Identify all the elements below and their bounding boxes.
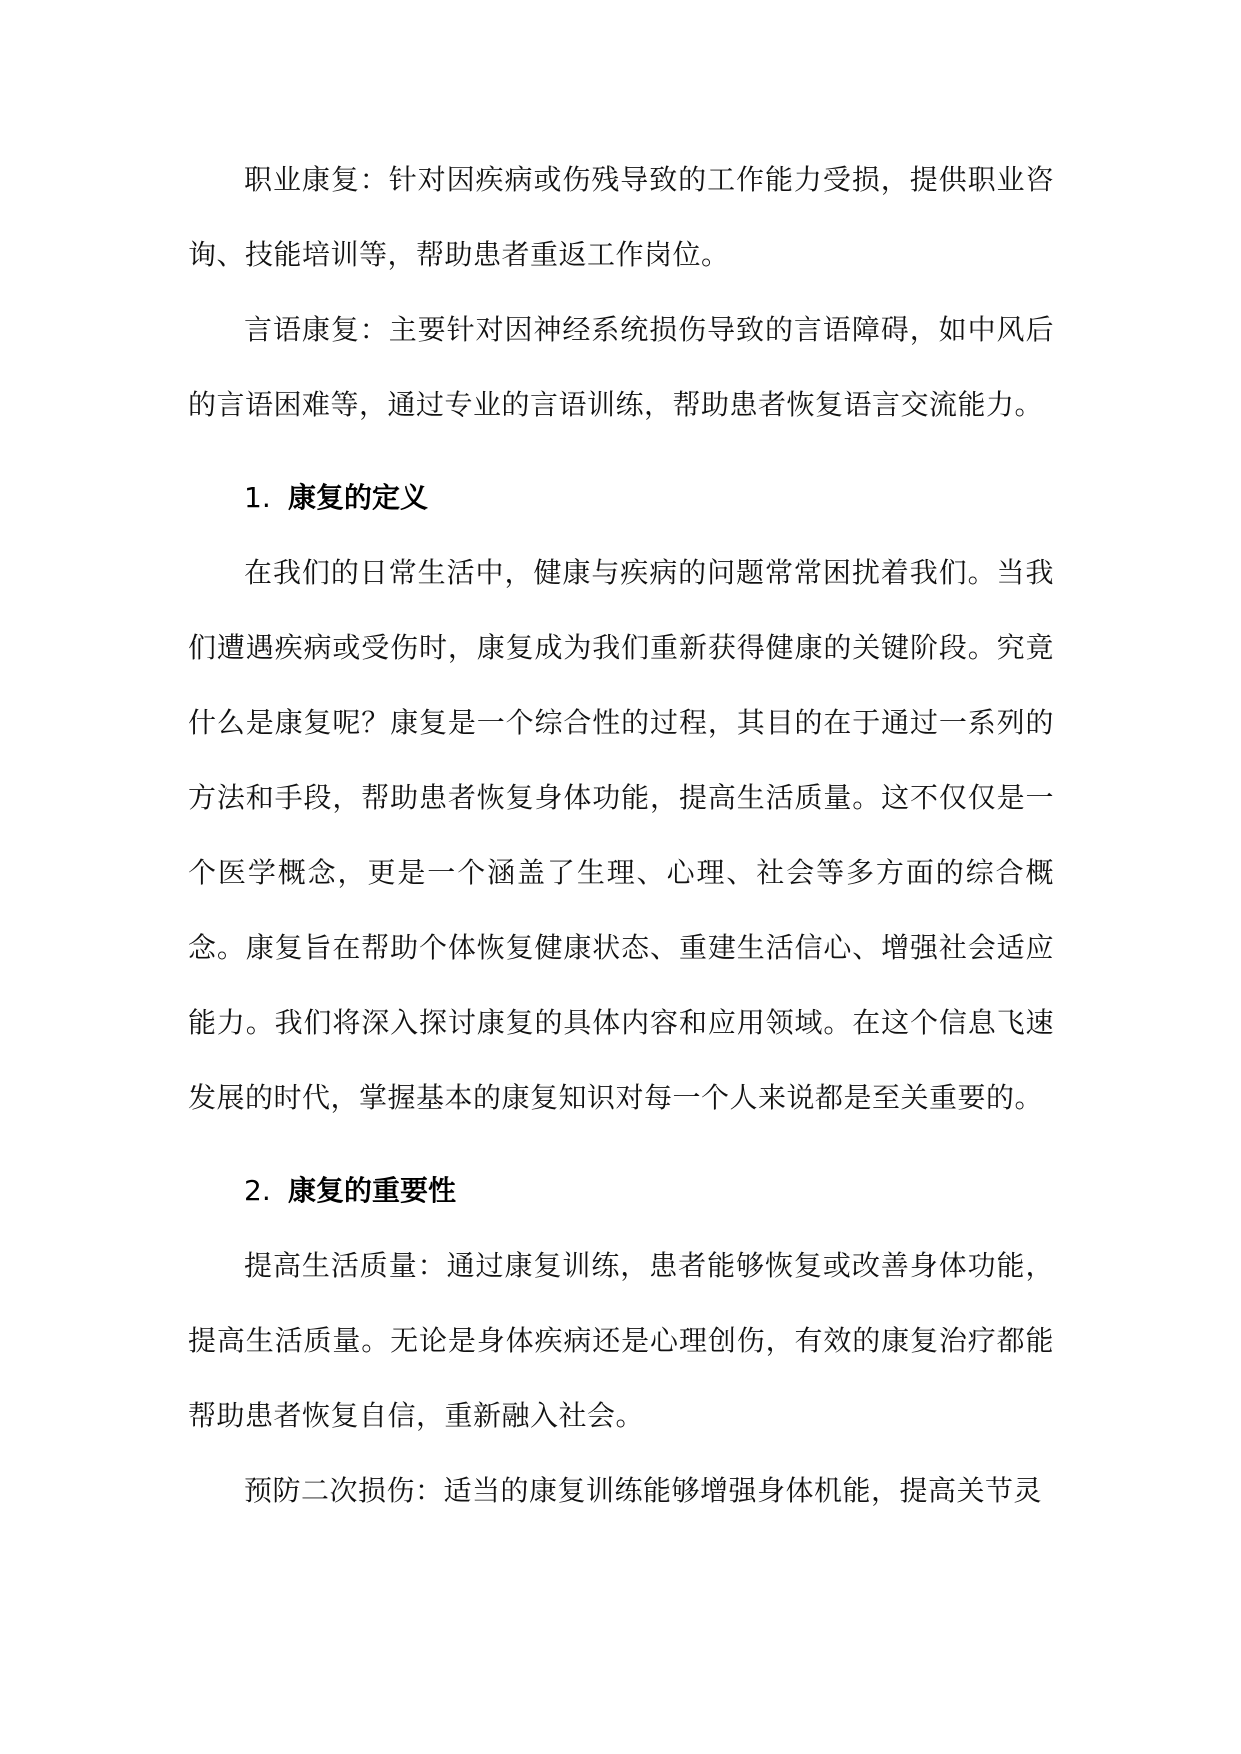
- paragraph-prevent-injury: 预防二次损伤：适当的康复训练能够增强身体机能，提高关节灵: [244, 1474, 1043, 1507]
- paragraph-speech-rehab: 言语康复：主要针对因神经系统损伤导致的言语障碍，如中风后的言语困难等，通过专业的言语训练，帮助患者恢复语言交流能力。: [188, 313, 1054, 421]
- paragraph-quality-of-life: 提高生活质量：通过康复训练，患者能够恢复或改善身体功能，提高生活质量。无论是身体疾病还是心理创伤，有效的康复治疗都能帮助患者恢复自信，重新融入社会。: [188, 1249, 1054, 1432]
- document-body: [188, 142, 1054, 1528]
- paragraph-vocational-rehab: 职业康复：针对因疾病或伤残导致的工作能力受损，提供职业咨询、技能培训等，帮助患者重返工作岗位。: [188, 163, 1054, 271]
- section-heading-definition: [188, 460, 1054, 535]
- section-spacer: [188, 1135, 1054, 1153]
- section-number: 1.: [244, 481, 271, 514]
- section-spacer: [188, 442, 1054, 460]
- paragraph-definition: 在我们的日常生活中，健康与疾病的问题常常困扰着我们。当我们遭遇疾病或受伤时，康复成为我们重新获得健康的关键阶段。究竟什么是康复呢？康复是一个综合性的过程，其目的在于通过一系列的方法和手段，帮助患者恢复身体功能，提高生活质量。这不仅仅是一个医学概念，更是一个涵盖了生理、心理、社会等多方面的综合概念。康复旨在帮助个体恢复健康状态、重建生活信心、增强社会适应能力。我们将深入探讨康复的具体内容和应用领域。在这个信息飞速发展的时代，掌握基本的康复知识对每一个人来说都是至关重要的。: [188, 556, 1054, 1114]
- section-title: 康复的定义: [288, 481, 429, 514]
- section-heading-importance: [188, 1153, 1054, 1228]
- section-number: 2.: [244, 1174, 271, 1207]
- section-title: 康复的重要性: [288, 1174, 457, 1207]
